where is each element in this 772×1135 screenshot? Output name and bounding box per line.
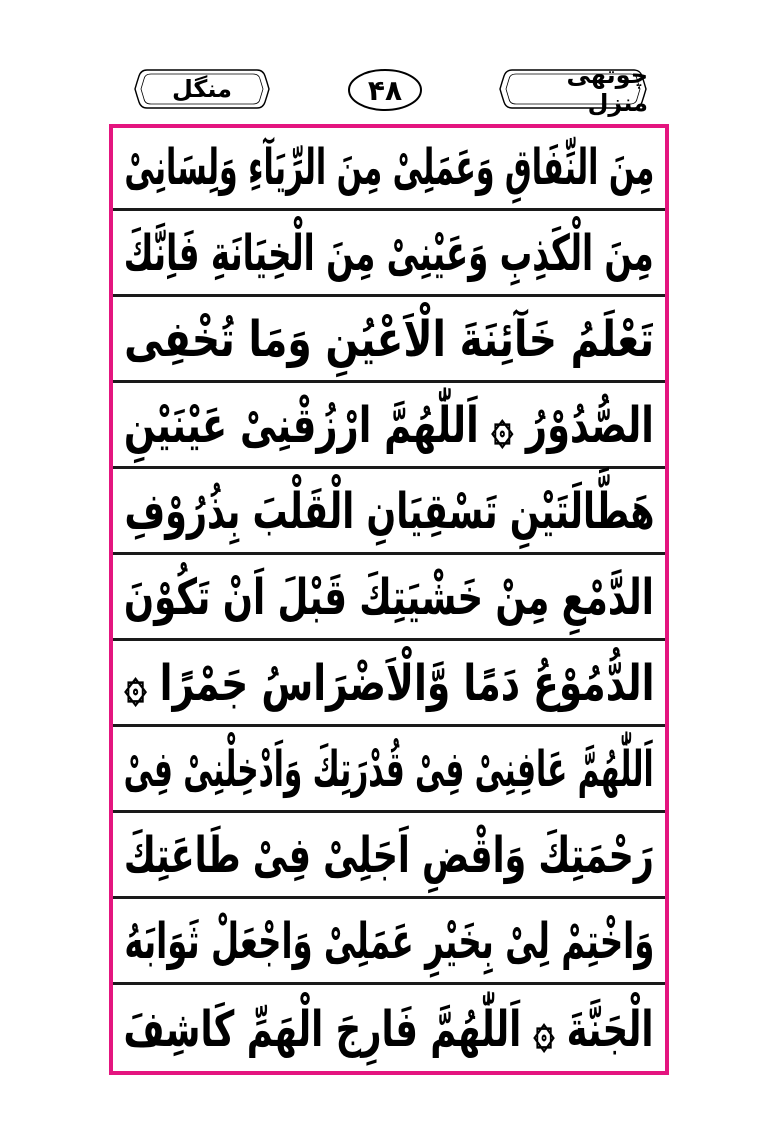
text-line <box>113 988 665 1071</box>
text-line <box>113 472 665 555</box>
line-text: الصُّدُوْرُ ۞ اَللّٰهُمَّ ارْزُقْنِىْ عَيْنَيْنِ <box>124 397 654 455</box>
text-line <box>113 386 665 469</box>
line-text: رَحْمَتِكَ وَاقْضِ اَجَلِىْ فِىْ طَاعَتِكَ <box>124 827 654 885</box>
page-number-badge <box>347 68 423 112</box>
page-number: ۴۸ <box>367 73 403 107</box>
text-line <box>113 816 665 899</box>
text-line <box>113 128 665 211</box>
text-line <box>113 558 665 641</box>
line-text: اَللّٰهُمَّ عَافِنِىْ فِىْ قُدْرَتِكَ وَاَدْخِلْنِىْ فِىْ <box>124 741 654 799</box>
line-text: مِنَ النِّفَاقِ وَعَمَلِىْ مِنَ الرِّيَآءِ وَلِسَانِىْ <box>123 139 654 197</box>
line-text: هَطَّالَتَيْنِ تَسْقِيَانِ الْقَلْبَ بِذُرُوْفِ <box>124 483 654 541</box>
text-frame <box>109 124 669 1075</box>
line-text: الدَّمْعِ مِنْ خَشْيَتِكَ قَبْلَ اَنْ تَكُوْنَ <box>124 569 655 627</box>
line-text: الْجَنَّةَ ۞ اَللّٰهُمَّ فَارِجَ الْهَمِّ كَاشِفَ <box>124 1000 655 1059</box>
line-text: وَاخْتِمْ لِىْ بِخَيْرِ عَمَلِىْ وَاجْعَلْ ثَوَابَهُ <box>123 913 654 971</box>
day-label: منگل <box>171 75 233 103</box>
text-line <box>113 730 665 813</box>
text-line <box>113 644 665 727</box>
text-line <box>113 300 665 383</box>
manzil-cartouche <box>498 61 648 117</box>
line-text: مِنَ الْكَذِبِ وَعَيْنِىْ مِنَ الْخِيَانَةِ فَاِنَّكَ <box>124 225 654 283</box>
line-text: الدُّمُوْعُ دَمًا وَّالْاَضْرَاسُ جَمْرًا ۞ <box>124 655 655 713</box>
manzil-label: چوتھی منزل <box>566 61 648 117</box>
day-cartouche <box>133 64 271 114</box>
line-text: تَعْلَمُ خَآئِنَةَ الْاَعْيُنِ وَمَا تُخْفِى <box>124 311 654 369</box>
text-line <box>113 902 665 985</box>
text-lines <box>113 128 665 1071</box>
text-line <box>113 214 665 297</box>
